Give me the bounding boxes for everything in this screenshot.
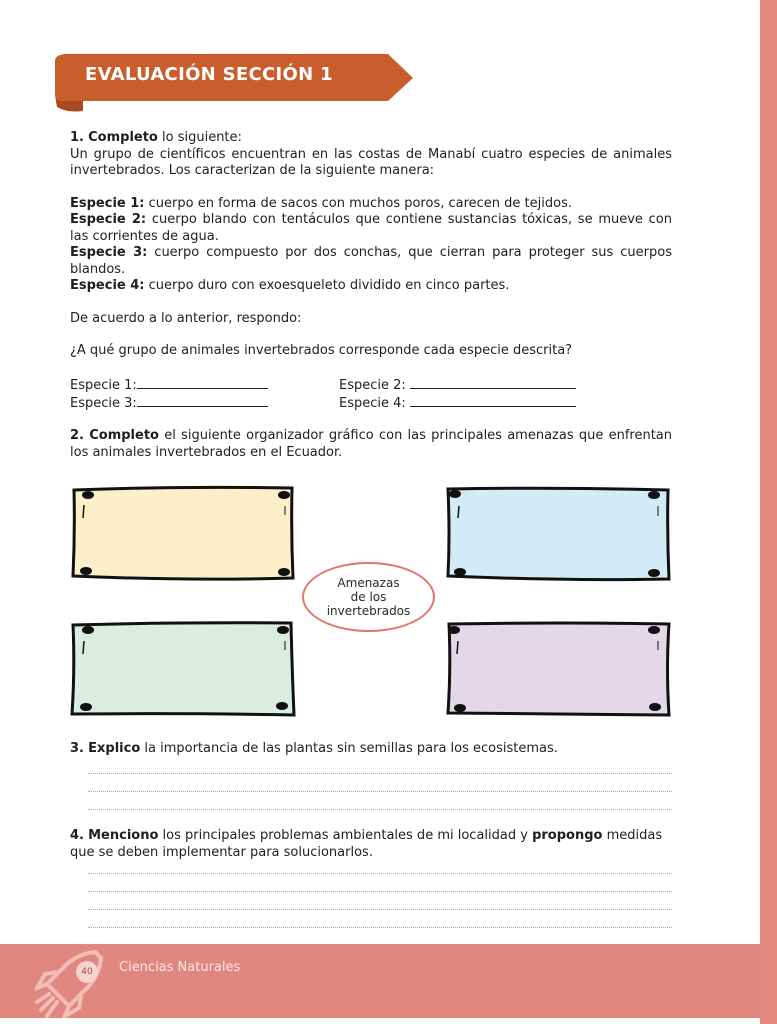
q1-intro: Un grupo de científicos encuentran en las costas de Manabí cuatro especies de animales invertebrados. Los caracterizan de la siguiente manera:: [70, 146, 672, 178]
threat-box-4[interactable]: [442, 618, 674, 720]
answer-blank-4[interactable]: [410, 394, 576, 407]
page-number: 40: [76, 961, 98, 983]
q4-answer-line-3[interactable]: [88, 909, 672, 910]
center-line-3: invertebrados: [326, 604, 411, 618]
q4-answer-line-2[interactable]: [88, 891, 672, 892]
footer-bar: [0, 944, 760, 1024]
q3-heading: 3. Explico la importancia de las plantas sin semillas para los ecosistemas.: [70, 741, 558, 756]
question-3: [70, 741, 672, 758]
answer-label-1: Especie 1:: [70, 377, 137, 393]
answer-row-1: [70, 376, 672, 395]
question-4: [70, 828, 672, 861]
section-title: EVALUACIÓN SECCIÓN 1: [85, 64, 333, 85]
answer-blank-2[interactable]: [410, 376, 576, 389]
section-banner: [53, 53, 415, 117]
center-oval: [302, 562, 435, 632]
q3-answer-line-1[interactable]: [88, 773, 672, 774]
species-1: Especie 1: cuerpo en forma de sacos con muchos poros, carecen de tejidos.: [70, 195, 572, 211]
footer-bottom-edge: [0, 1018, 760, 1024]
answer-row-2: [70, 394, 672, 413]
threat-box-3[interactable]: [68, 618, 300, 720]
species-4: Especie 4: cuerpo duro con exoesqueleto dividido en cinco partes.: [70, 278, 510, 293]
question-2: [70, 428, 672, 461]
threat-box-2[interactable]: [442, 484, 674, 584]
answer-label-3: Especie 3:: [70, 396, 137, 411]
q4-answer-line-4[interactable]: [88, 927, 672, 928]
q3-answer-line-3[interactable]: [88, 809, 672, 810]
answer-blank-3[interactable]: [137, 394, 268, 407]
threat-box-1[interactable]: [68, 484, 300, 584]
species-3: Especie 3: cuerpo compuesto por dos conchas, que cierran para proteger sus cuerpos blandos.: [70, 245, 672, 277]
q2-heading: 2. Completo el siguiente organizador gráfico con las principales amenazas que enfrentan los animales invertebrados en el Ecuador.: [70, 428, 672, 460]
center-line-1: Amenazas: [337, 576, 400, 590]
answer-blank-1[interactable]: [137, 376, 268, 389]
species-2: Especie 2: cuerpo blando con tentáculos que contiene sustancias tóxicas, se mueve con las corrientes de agua.: [70, 212, 672, 244]
question-1: [70, 130, 672, 413]
banner-shape: [53, 53, 415, 117]
q4-answer-line-1[interactable]: [88, 873, 672, 874]
footer-subject: Ciencias Naturales: [119, 960, 241, 975]
center-line-2: de los: [350, 590, 387, 604]
q3-answer-line-2[interactable]: [88, 791, 672, 792]
answer-label-4: Especie 4:: [339, 396, 406, 411]
q1-question: ¿A qué grupo de animales invertebrados corresponde cada especie descrita?: [70, 343, 573, 358]
q1-heading: 1. Completo lo siguiente:: [70, 130, 242, 145]
rocket-icon: [35, 948, 105, 1020]
page-edge-strip: [760, 0, 777, 1024]
q4-heading: 4. Menciono los principales problemas ambientales de mi localidad y propongo medidas que se deben implementar para solucionarlos.: [70, 828, 663, 860]
answer-label-2: Especie 2:: [339, 377, 406, 393]
graphic-organizer: [68, 484, 674, 720]
q1-followup: De acuerdo a lo anterior, respondo:: [70, 310, 302, 326]
